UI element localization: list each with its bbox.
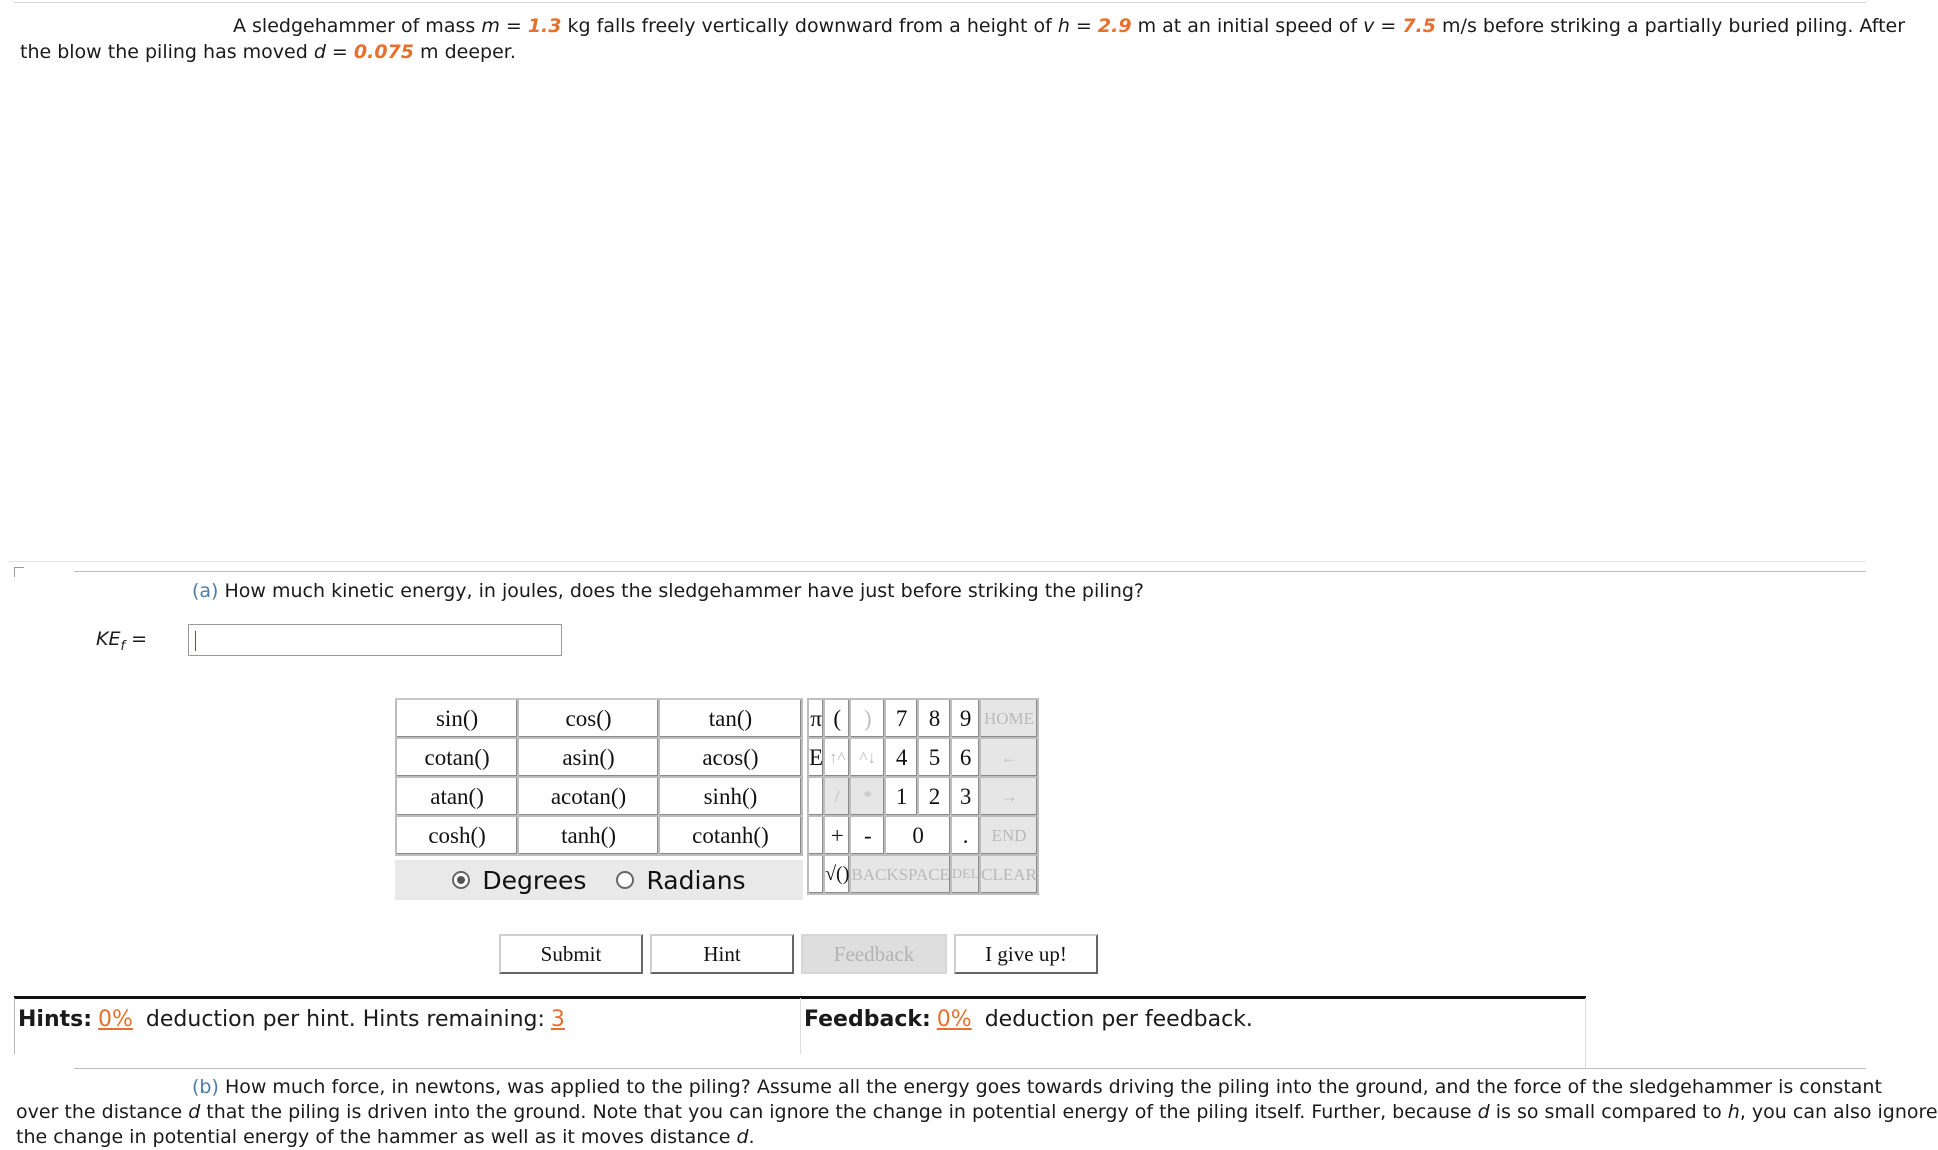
asin-button[interactable]: asin()	[518, 738, 659, 777]
height-unit-text: m at an initial speed of	[1131, 15, 1364, 37]
height-value: 2.9	[1097, 15, 1132, 37]
hints-label: Hints:	[18, 1007, 93, 1032]
cotanh-button[interactable]: cotanh()	[659, 816, 802, 855]
part-b-divider	[74, 1068, 1866, 1069]
problem-line-2-text: the blow the piling has moved	[20, 41, 314, 63]
part-b-text-3a: the change in potential energy of the hammer as well as it moves distance	[16, 1126, 737, 1148]
distance-symbol: d	[1477, 1101, 1490, 1123]
status-panel-left-border	[14, 998, 15, 1054]
six-button[interactable]: 6	[951, 738, 980, 777]
plus-button[interactable]: +	[824, 816, 850, 855]
left-paren-button[interactable]: (	[824, 699, 850, 738]
part-b-text-2b: that the piling is driven into the ground. Note that you can ignore the change in potential energy of the piling itself. Further, because	[200, 1101, 1478, 1123]
status-panel-right-border	[1585, 998, 1586, 1068]
sin-button[interactable]: sin()	[396, 699, 518, 738]
seven-button[interactable]: 7	[885, 699, 918, 738]
one-button[interactable]: 1	[885, 777, 918, 816]
function-keypad	[395, 698, 803, 856]
empty-key	[808, 855, 824, 894]
acotan-button[interactable]: acotan()	[518, 777, 659, 816]
part-b-question-line-1	[192, 1075, 1882, 1100]
part-b-text-2c: is so small compared to	[1489, 1101, 1728, 1123]
two-button[interactable]: 2	[918, 777, 951, 816]
part-b-text-2a: over the distance	[16, 1101, 189, 1123]
problem-line-2	[20, 40, 516, 65]
distance-unit-text: m deeper.	[414, 41, 516, 63]
cosh-button[interactable]: cosh()	[396, 816, 518, 855]
feedback-label: Feedback:	[804, 1007, 931, 1032]
radians-label: Radians	[646, 865, 746, 895]
multiply-button[interactable]: *	[850, 777, 885, 816]
superscript-up-button[interactable]: ↑^	[824, 738, 850, 777]
home-button[interactable]: HOME	[980, 699, 1038, 738]
empty-key	[808, 816, 824, 855]
answer-label-main: KE	[96, 628, 121, 650]
submit-button[interactable]: Submit	[499, 934, 643, 974]
hints-text: deduction per hint. Hints remaining:	[138, 1007, 545, 1032]
atan-button[interactable]: atan()	[396, 777, 518, 816]
equals: =	[499, 15, 528, 37]
left-arrow-button[interactable]: ←	[980, 738, 1038, 777]
hint-button[interactable]: Hint	[650, 934, 794, 974]
status-panel-separator	[800, 998, 801, 1054]
answer-input[interactable]	[188, 624, 562, 656]
right-paren-button[interactable]: )	[850, 699, 885, 738]
give-up-button[interactable]: I give up!	[954, 934, 1098, 974]
distance-symbol: d	[188, 1101, 201, 1123]
section-divider	[8, 561, 1866, 562]
feedback-deduction: 0%	[936, 1007, 972, 1032]
problem-line-1	[233, 14, 1906, 39]
zero-button[interactable]: 0	[885, 816, 951, 855]
superscript-down-button[interactable]: ^↓	[850, 738, 885, 777]
number-keypad	[807, 698, 1039, 895]
three-button[interactable]: 3	[951, 777, 980, 816]
backspace-button[interactable]: BACKSPACE	[850, 855, 951, 894]
part-b-question-line-3	[16, 1125, 755, 1150]
acos-button[interactable]: acos()	[659, 738, 802, 777]
distance-symbol: d	[313, 41, 326, 63]
angle-mode-selector	[395, 860, 803, 900]
part-b-text-2d: , you can also ignore	[1739, 1101, 1938, 1123]
hints-status	[18, 1007, 571, 1032]
part-a-label: (a)	[192, 580, 219, 602]
right-arrow-button[interactable]: →	[980, 777, 1038, 816]
text-caret	[195, 631, 196, 651]
mass-value: 1.3	[527, 15, 562, 37]
part-b-text-3b: .	[748, 1126, 755, 1148]
hints-remaining: 3	[550, 1007, 565, 1032]
end-button[interactable]: END	[980, 816, 1038, 855]
corner-mark	[14, 567, 24, 568]
clear-button[interactable]: CLEAR	[980, 855, 1038, 894]
degrees-radio[interactable]	[452, 871, 470, 889]
tanh-button[interactable]: tanh()	[518, 816, 659, 855]
height-symbol: h	[1727, 1101, 1740, 1123]
minus-button[interactable]: -	[850, 816, 885, 855]
answer-label-eq: =	[125, 628, 148, 650]
four-button[interactable]: 4	[885, 738, 918, 777]
part-b-label: (b)	[192, 1076, 219, 1098]
sinh-button[interactable]: sinh()	[659, 777, 802, 816]
e-button[interactable]: E	[808, 738, 824, 777]
height-symbol: h	[1057, 15, 1070, 37]
sqrt-button[interactable]: √()	[824, 855, 850, 894]
corner-mark	[14, 567, 15, 577]
cos-button[interactable]: cos()	[518, 699, 659, 738]
equals: =	[1069, 15, 1098, 37]
speed-unit-text: m/s before striking a partially buried piling. After	[1436, 15, 1906, 37]
feedback-text: deduction per feedback.	[977, 1007, 1253, 1032]
equals: =	[1374, 15, 1403, 37]
cotan-button[interactable]: cotan()	[396, 738, 518, 777]
hints-deduction: 0%	[98, 1007, 133, 1032]
part-b-question-line-2	[16, 1100, 1938, 1125]
pi-button[interactable]: π	[808, 699, 824, 738]
feedback-button[interactable]: Feedback	[801, 934, 947, 974]
part-b-text-1: How much force, in newtons, was applied to the piling? Assume all the energy goes towards driving the piling into the ground, and the force of the sledgehammer is constant	[224, 1076, 1882, 1098]
equals: =	[325, 41, 354, 63]
distance-value: 0.075	[353, 41, 414, 63]
tan-button[interactable]: tan()	[659, 699, 802, 738]
divide-button[interactable]: /	[824, 777, 850, 816]
feedback-status	[804, 1007, 1253, 1032]
mass-unit-text: kg falls freely vertically downward from a height of	[561, 15, 1058, 37]
five-button[interactable]: 5	[918, 738, 951, 777]
part-a-question-text: How much kinetic energy, in joules, does the sledgehammer have just before striking the piling?	[224, 580, 1145, 602]
empty-key	[808, 777, 824, 816]
distance-symbol: d	[736, 1126, 749, 1148]
speed-value: 7.5	[1402, 15, 1436, 37]
delete-button[interactable]: DEL	[951, 855, 980, 894]
degrees-label: Degrees	[482, 865, 587, 895]
mass-symbol: m	[481, 15, 500, 37]
part-a-question	[192, 579, 1144, 604]
problem-intro: A sledgehammer of mass	[233, 15, 482, 37]
nine-button[interactable]: 9	[951, 699, 980, 738]
speed-symbol: v	[1363, 15, 1375, 37]
radians-radio[interactable]	[616, 871, 634, 889]
answer-label-sub: f	[120, 638, 126, 654]
part-a-divider	[74, 571, 1866, 572]
decimal-button[interactable]: .	[951, 816, 980, 855]
answer-label	[96, 628, 147, 654]
top-divider	[14, 2, 1866, 3]
eight-button[interactable]: 8	[918, 699, 951, 738]
